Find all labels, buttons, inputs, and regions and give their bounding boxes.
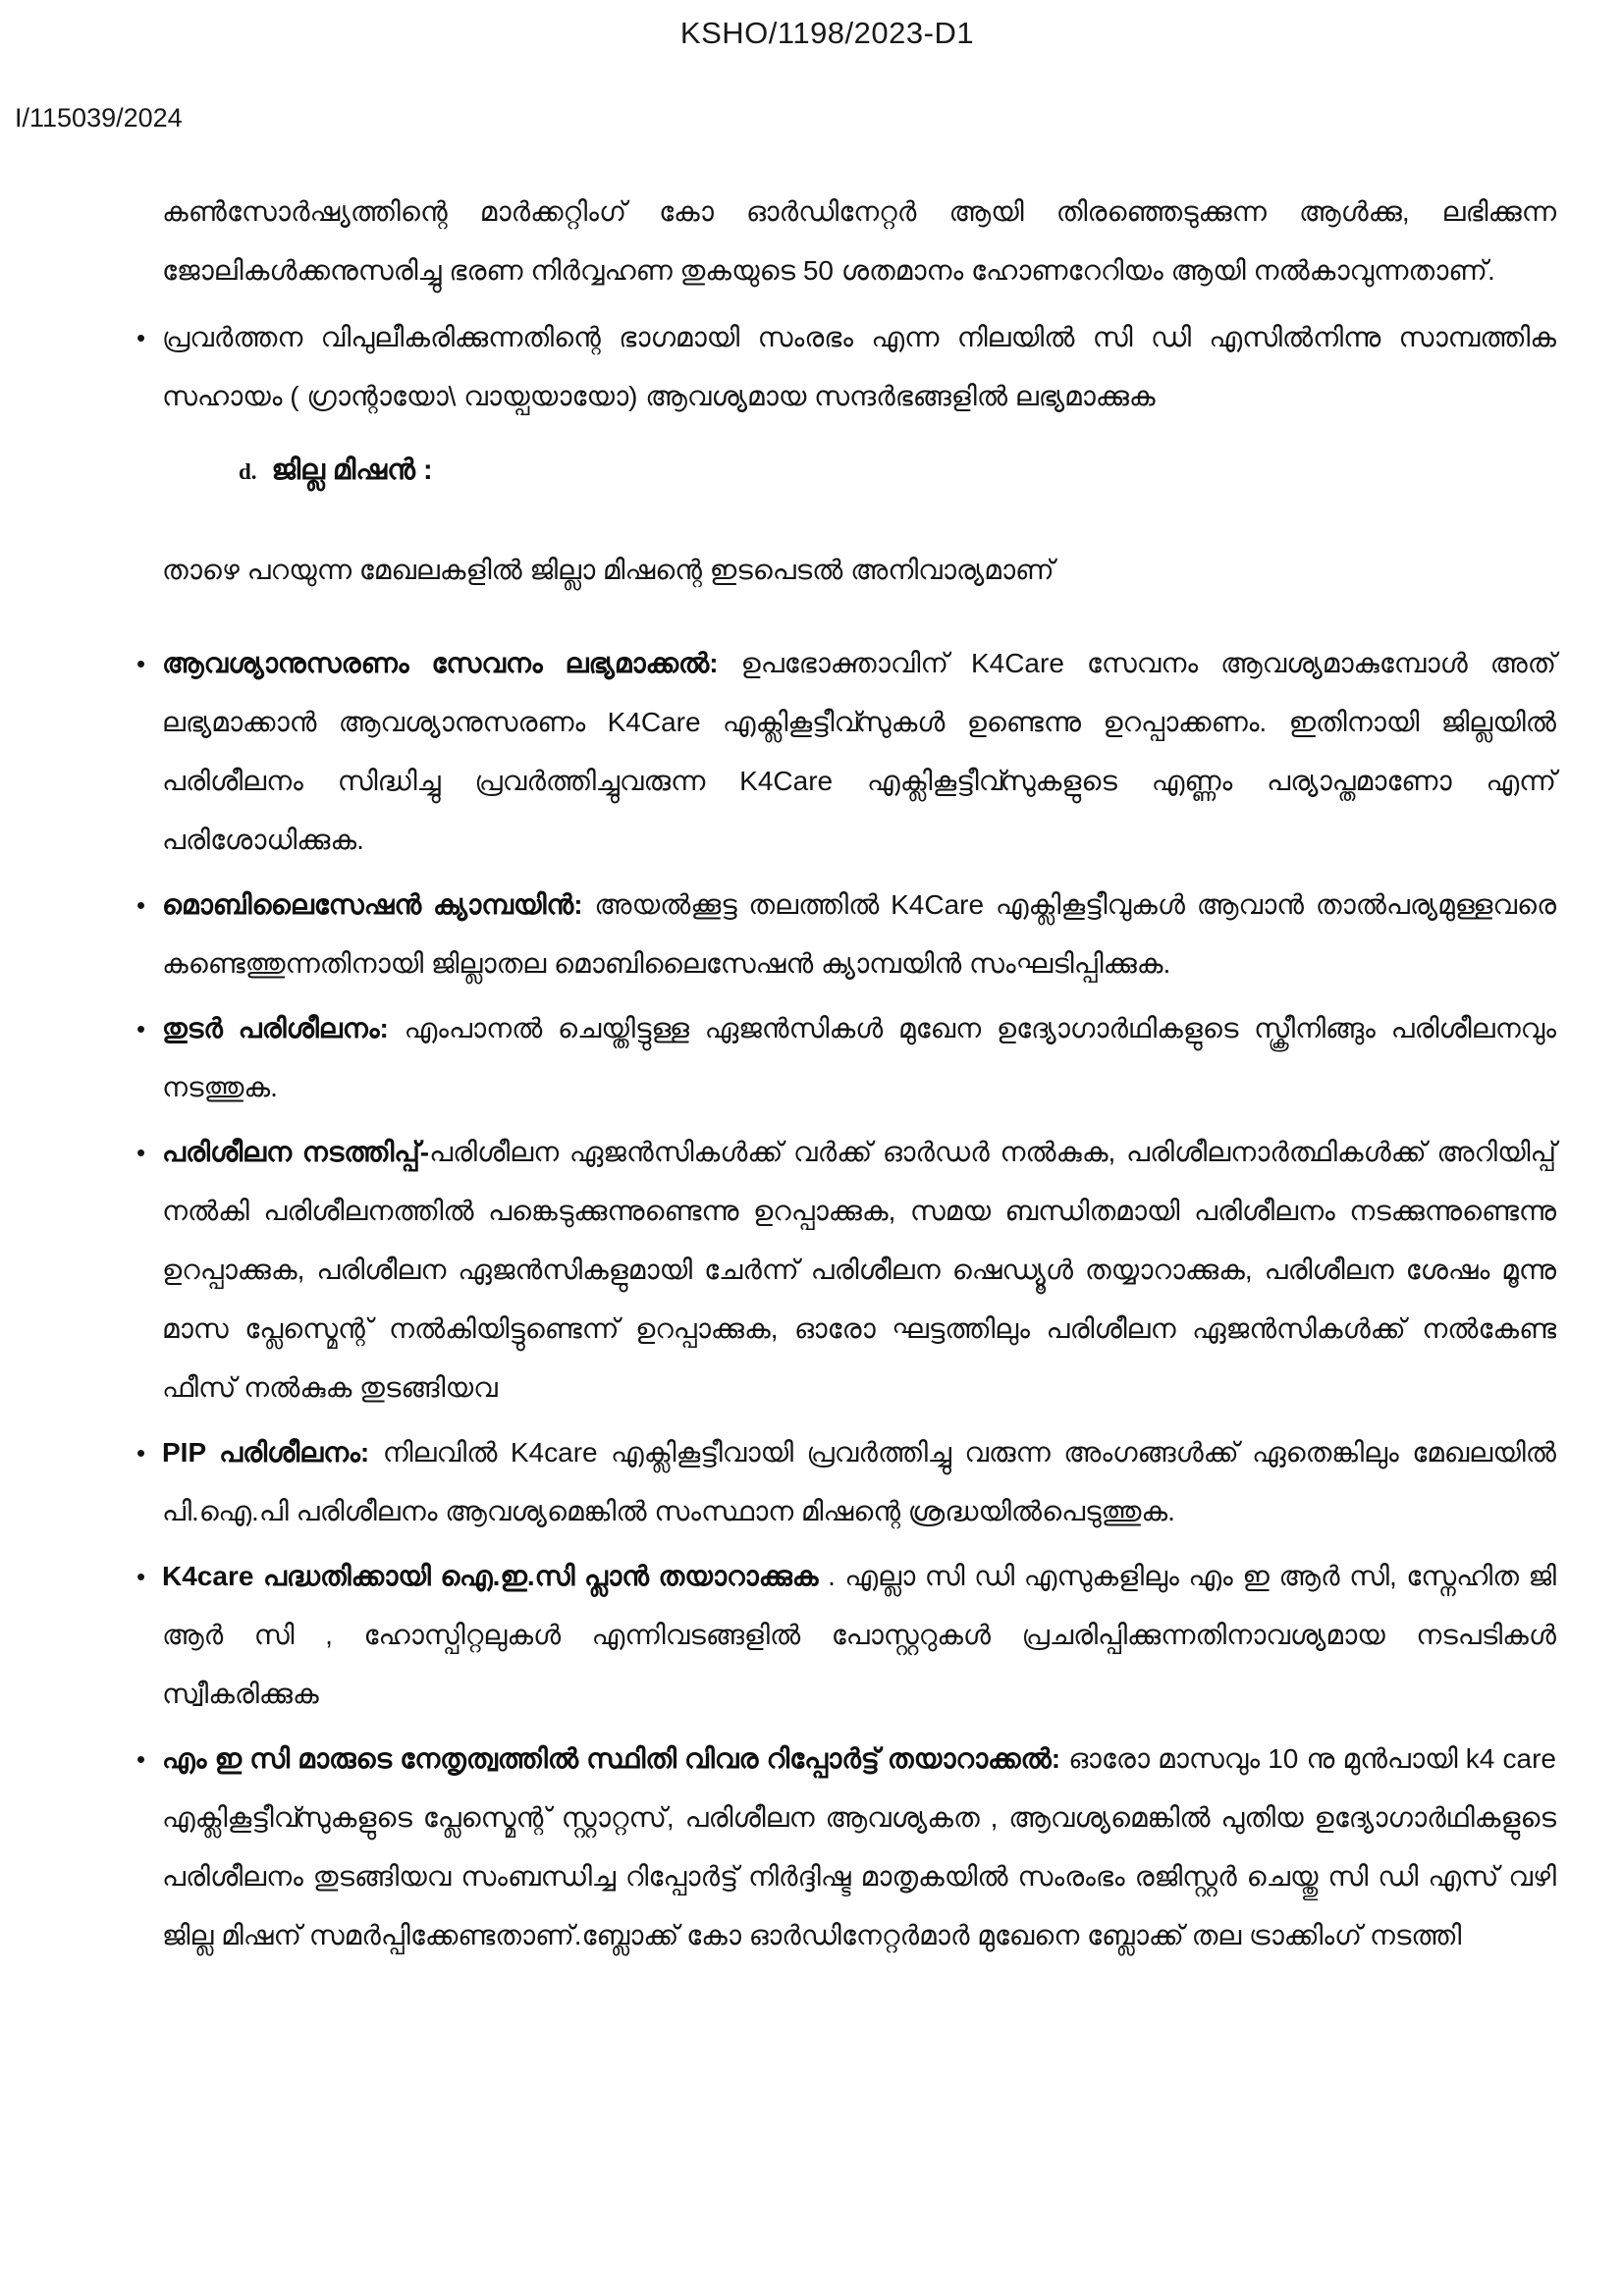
bullet-body: പരിശീലന ഏജൻസികൾക്ക് വർക്ക് ഓർഡർ നൽകുക, പരിശീലനാർത്ഥികൾക്ക് അറിയിപ്പ് നൽകി പരിശീലനത്തിൽ പങ്കെടുക്കുന്നുണ്ടെന്നു ഉറപ്പാക്കുക, സമയ ബന്ധിതമായി പരിശീലനം നടക്കുന്നുണ്ടെന്നു ഉറപ്പാക്കുക, പരിശീലന ഏജൻസികളുമായി ചേർന്ന് പരിശീലന ഷെഡ്യൂൾ തയ്യാറാക്കുക, പരിശീലന ശേഷം മൂന്നു മാസ പ്ലേസ്മെന്റ് നൽകിയിട്ടുണ്ടെന്ന് ഉറപ്പാക്കുക, ഓരോ ഘട്ടത്തിലും പരിശീലന ഏജൻസികൾക്ക് നൽകേണ്ട ഫീസ് നൽകുക തുടങ്ങിയവ — [162, 1137, 1556, 1403]
document-reference: KSHO/1198/2023-D1 — [679, 16, 975, 50]
section-heading — [239, 444, 1556, 502]
bullet-marker-icon: • — [136, 1744, 146, 1774]
bullet-text: പ്രവർത്തന വിപുലീകരിക്കുന്നതിന്റെ ഭാഗമായി സംരഭം എന്ന നിലയിൽ സി ഡി എസിൽനിന്നു സാമ്പത്തിക സഹായം ( ഗ്രാന്റായോ\ വായ്പയായോ) ആവശ്യമായ സന്ദർഭങ്ങളിൽ ലഭ്യമാക്കുക — [162, 322, 1556, 411]
bullet-item — [136, 999, 1556, 1117]
section-intro: താഴെ പറയുന്ന മേഖലകളിൽ ജില്ലാ മിഷന്റെ ഇടപെടൽ അനിവാര്യമാണ് — [162, 555, 1055, 585]
bullet-marker-icon: • — [136, 1138, 146, 1167]
bullet-body: നിലവിൽ K4care എക്ലികൂട്ടീവായി പ്രവർത്തിച്ചു വരുന്ന അംഗങ്ങൾക്ക് ഏതെങ്കിലും മേഖലയിൽ പി.ഐ.പി പരിശീലനം ആവശ്യമെങ്കിൽ സംസ്ഥാന മിഷന്റെ ശ്രദ്ധയിൽപെടുത്തുക. — [162, 1437, 1556, 1526]
file-number: I/115039/2024 — [15, 103, 183, 133]
bullet-marker-icon: • — [136, 1562, 146, 1591]
bullet-text — [162, 876, 1556, 993]
bullet-marker-icon: • — [136, 890, 146, 920]
bullet-text — [162, 1730, 1556, 1965]
document-body — [136, 183, 1556, 1965]
bullet-marker-icon: • — [136, 323, 146, 352]
bullet-body: . എല്ലാ സി ഡി എസുകളിലും എം ഇ ആർ സി, സ്നേഹിത ജി ആർ സി , ഹോസ്പിറ്റലുകൾ എന്നിവടങ്ങളിൽ പോസ്റ്ററുകൾ പ്രചരിപ്പിക്കുന്നതിനാവശ്യമായ നടപടികൾ സ്വീകരിക്കുക — [162, 1561, 1556, 1709]
bullet-item — [136, 876, 1556, 993]
bullet-text — [162, 1547, 1556, 1724]
bullet-lead: പരിശീലന നടത്തിപ്പ്- — [162, 1137, 430, 1167]
opening-paragraph: കൺസോർഷ്യത്തിന്റെ മാർക്കറ്റിംഗ് കോ ഓർഡിനേറ്റർ ആയി തിരഞ്ഞെടുക്കുന്ന ആൾക്കു, ലഭിക്കുന്ന ജോലികൾക്കനുസരിച്ചു ഭരണ നിർവ്വഹണ തുകയുടെ 50 ശതമാനം ഹോണറേറിയം ആയി നൽകാവുന്നതാണ്. — [162, 196, 1556, 286]
bullet-marker-icon: • — [136, 1014, 146, 1043]
bullet-lead: എം ഇ സി മാരുടെ നേതൃത്വത്തിൽ സ്ഥിതി വിവര റിപ്പോർട്ട് തയാറാക്കൽ: — [162, 1743, 1069, 1774]
bullet-list — [136, 634, 1556, 1965]
bullet-item — [136, 1123, 1556, 1417]
section-title: ജില്ല മിഷൻ : — [271, 454, 433, 486]
bullet-text — [162, 1423, 1556, 1541]
bullet-body: എംപാനൽ ചെയ്തിട്ടുള്ള ഏജൻസികൾ മുഖേന ഉദ്യോഗാർഥികളുടെ സ്ക്രീനിങ്ങും പരിശീലനവും നടത്തുക. — [162, 1013, 1556, 1102]
bullet-body: ഉപഭോക്താവിന് K4Care സേവനം ആവശ്യമാകുമ്പോൾ അത് ലഭ്യമാക്കാൻ ആവശ്യാനുസരണം K4Care എക്ലികൂട്ടീവ്സുകൾ ഉണ്ടെന്നു ഉറപ്പാക്കണം. ഇതിനായി ജില്ലയിൽ പരിശീലനം സിദ്ധിച്ചു പ്രവർത്തിച്ചുവരുന്ന K4Care എക്ലികൂട്ടീവ്സുകളുടെ എണ്ണം പര്യാപ്തമാണോ എന്ന് പരിശോധിക്കുക. — [162, 648, 1556, 855]
bullet-item — [136, 308, 1556, 426]
bullet-item — [136, 634, 1556, 870]
bullet-text — [162, 1123, 1556, 1417]
bullet-body: അയൽക്കൂട്ട തലത്തിൽ K4Care എക്ലികൂട്ടീവുകൾ ആവാൻ താൽപര്യമുള്ളവരെ കണ്ടെത്തുന്നതിനായി ജില്ലാതല മൊബിലൈസേഷൻ ക്യാമ്പയിൻ സംഘടിപ്പിക്കുക. — [162, 889, 1556, 979]
bullet-text — [162, 634, 1556, 870]
section-letter: d. — [239, 459, 257, 484]
bullet-lead: തുടർ പരിശീലനം: — [162, 1013, 405, 1043]
bullet-item — [136, 1547, 1556, 1724]
bullet-lead: K4care പദ്ധതിക്കായി ഐ.ഇ.സി പ്ലാൻ തയാറാക്കുക — [162, 1561, 829, 1591]
bullet-body: ഓരോ മാസവും 10 നു മുൻപായി k4 care എക്ലികൂട്ടീവ്സുകളുടെ പ്ലേസ്മെന്റ് സ്റ്റാറ്റസ്, പരിശീലന ആവശ്യകത , ആവശ്യമെങ്കിൽ പുതിയ ഉദ്യോഗാർഥികളുടെ പരിശീലനം തുടങ്ങിയവ സംബന്ധിച്ച റിപ്പോർട്ട് നിർദ്ദിഷ്ട മാതൃകയിൽ സംരംഭം രജിസ്റ്റർ ചെയ്തു സി ഡി എസ് വഴി ജില്ല മിഷന് സമർപ്പിക്കേണ്ടതാണ്.ബ്ലോക്ക് കോ ഓർഡിനേറ്റർമാർ മുഖേനെ ബ്ലോക്ക് തല ട്രാക്കിംഗ് നടത്തി — [162, 1743, 1556, 1950]
bullet-marker-icon: • — [136, 649, 146, 678]
bullet-lead: PIP പരിശീലനം: — [162, 1437, 383, 1468]
bullet-marker-icon: • — [136, 1438, 146, 1468]
bullet-text — [162, 999, 1556, 1117]
bullet-lead: ആവശ്യാനുസരണം സേവനം ലഭ്യമാക്കൽ: — [162, 648, 741, 678]
bullet-item — [136, 1423, 1556, 1541]
bullet-lead: മൊബിലൈസേഷൻ ക്യാമ്പയിൻ: — [162, 889, 595, 920]
bullet-item — [136, 1730, 1556, 1965]
